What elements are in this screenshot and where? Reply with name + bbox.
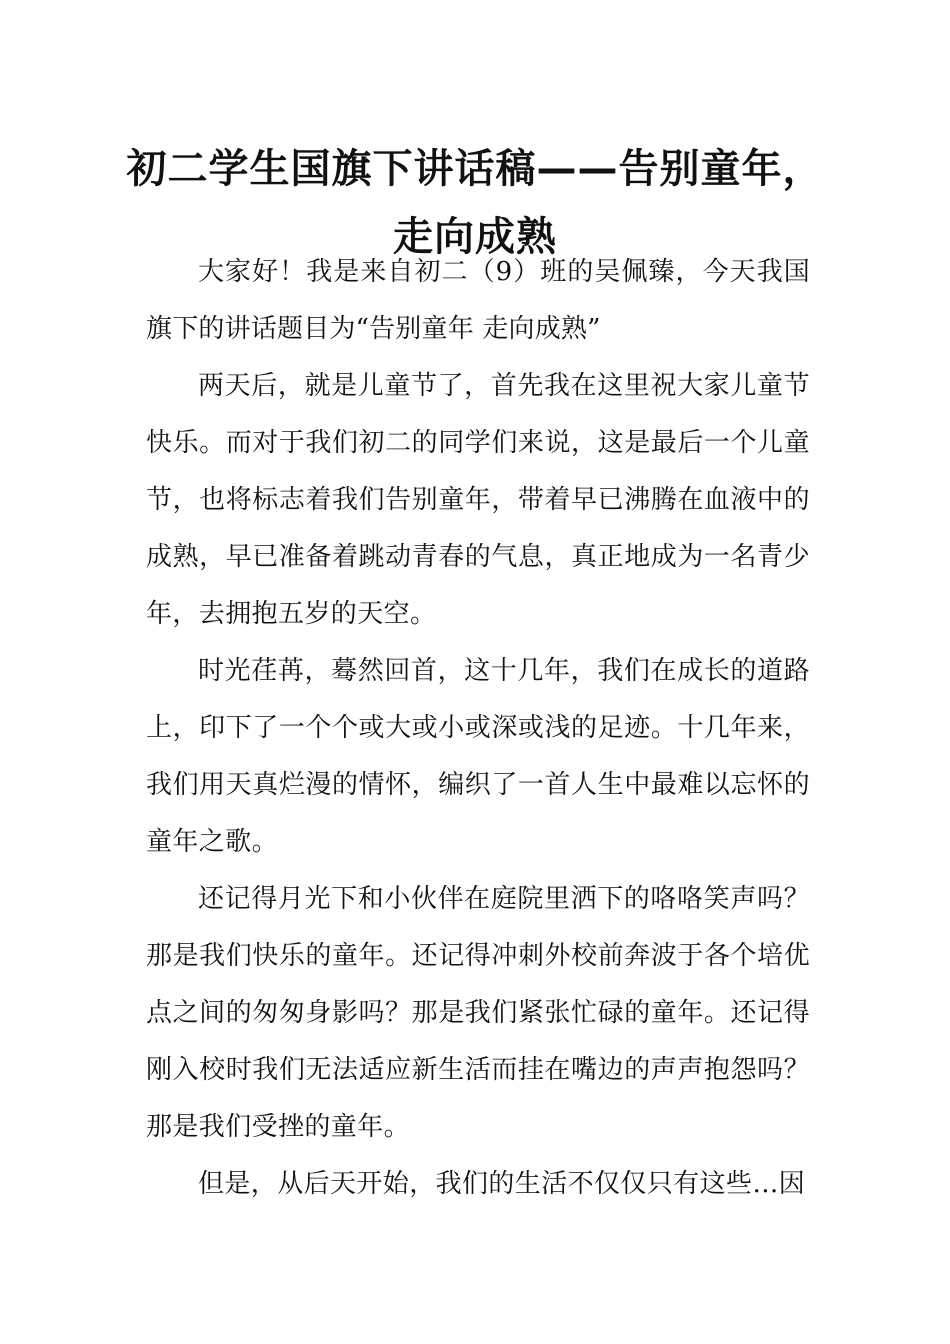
paragraph-greeting: 大家好！我是来自初二（9）班的吴佩臻，今天我国旗下的讲话题目为“告别童年 走向成熟”	[146, 257, 810, 344]
paragraph-memories: 还记得月光下和小伙伴在庭院里洒下的咯咯笑声吗？那是我们快乐的童年。还记得冲刺外校前奔波于各个培优点之间的匆匆身影吗？那是我们紧张忙碌的童年。还记得刚入校时我们无法适应新生活而挂在嘴边的声声抱怨吗？那是我们受挫的童年。	[146, 884, 810, 1142]
title-line-1: 初二学生国旗下讲话稿——告别童年，	[126, 145, 824, 192]
paragraph-childrens-day: 两天后，就是儿童节了，首先我在这里祝大家儿童节快乐。而对于我们初二的同学们来说，这是最后一个儿童节，也将标志着我们告别童年，带着早已沸腾在血液中的成熟，早已准备着跳动青春的气息，真正地成为一名青少年，去拥抱五岁的天空。	[146, 371, 810, 629]
paragraph-time-passing: 时光荏苒，蓦然回首，这十几年，我们在成长的道路上，印下了一个个或大或小或深或浅的足迹。十几年来，我们用天真烂漫的情怀，编织了一首人生中最难以忘怀的童年之歌。	[146, 656, 810, 857]
paragraph-continuation: 但是，从后天开始，我们的生活不仅仅只有这些…因	[198, 1169, 806, 1199]
speech-body	[146, 244, 810, 1213]
title-line-2: 走向成熟	[393, 213, 557, 260]
